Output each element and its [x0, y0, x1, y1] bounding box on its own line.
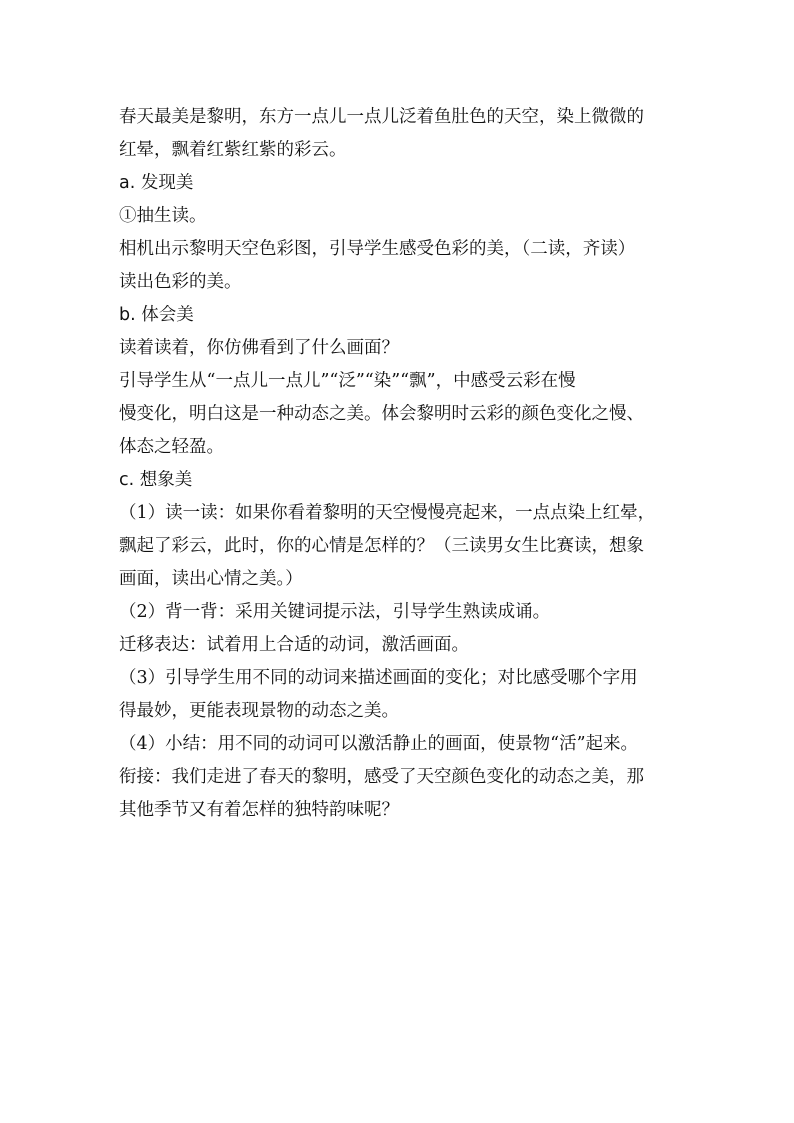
- paragraph-line: 画面，读出心情之美。）: [119, 569, 303, 589]
- paragraph-line: 春天最美是黎明，东方一点儿一点儿泛着鱼肚色的天空，染上微微的: [119, 107, 644, 127]
- section-heading: a. 发现美: [119, 173, 194, 193]
- paragraph-line: 得最妙，更能表现景物的动态之美。: [119, 701, 399, 721]
- paragraph-line: 衔接：我们走进了春天的黎明，感受了天空颜色变化的动态之美，那: [119, 767, 644, 787]
- section-heading: c. 想象美: [119, 470, 193, 490]
- paragraph-line: （3）引导学生用不同的动词来描述画面的变化；对比感受哪个字用: [119, 668, 638, 688]
- paragraph-line: 引导学生从“一点儿一点儿”“泛”“染”“飘”，中感受云彩在慢: [119, 371, 576, 391]
- paragraph-line: 慢变化，明白这是一种动态之美。体会黎明时云彩的颜色变化之慢、: [119, 404, 644, 424]
- paragraph-line: （1）读一读：如果你看着黎明的天空慢慢亮起来，一点点染上红晕，: [119, 503, 656, 523]
- paragraph-line: 迁移表达：试着用上合适的动词，激活画面。: [119, 635, 469, 655]
- paragraph-line: 体态之轻盈。: [119, 437, 224, 457]
- paragraph-line: （2）背一背：采用关键词提示法，引导学生熟读成诵。: [119, 602, 551, 622]
- paragraph-line: 其他季节又有着怎样的独特韵味呢？: [119, 800, 399, 820]
- paragraph-line: ①抽生读。: [119, 206, 207, 226]
- document-body: [119, 101, 689, 827]
- paragraph-line: 读出色彩的美。: [119, 272, 242, 292]
- paragraph-line: 相机出示黎明天空色彩图，引导学生感受色彩的美，（二读，齐读）: [119, 239, 636, 259]
- paragraph-line: 读着读着，你仿佛看到了什么画面？: [119, 338, 399, 358]
- paragraph-line: 飘起了彩云，此时，你的心情是怎样的？（三读男女生比赛读，想象: [119, 536, 644, 556]
- paragraph-line: （4）小结：用不同的动词可以激活静止的画面，使景物“活”起来。: [119, 734, 639, 754]
- section-heading: b. 体会美: [119, 305, 194, 325]
- paragraph-line: 红晕，飘着红紫红紫的彩云。: [119, 140, 347, 160]
